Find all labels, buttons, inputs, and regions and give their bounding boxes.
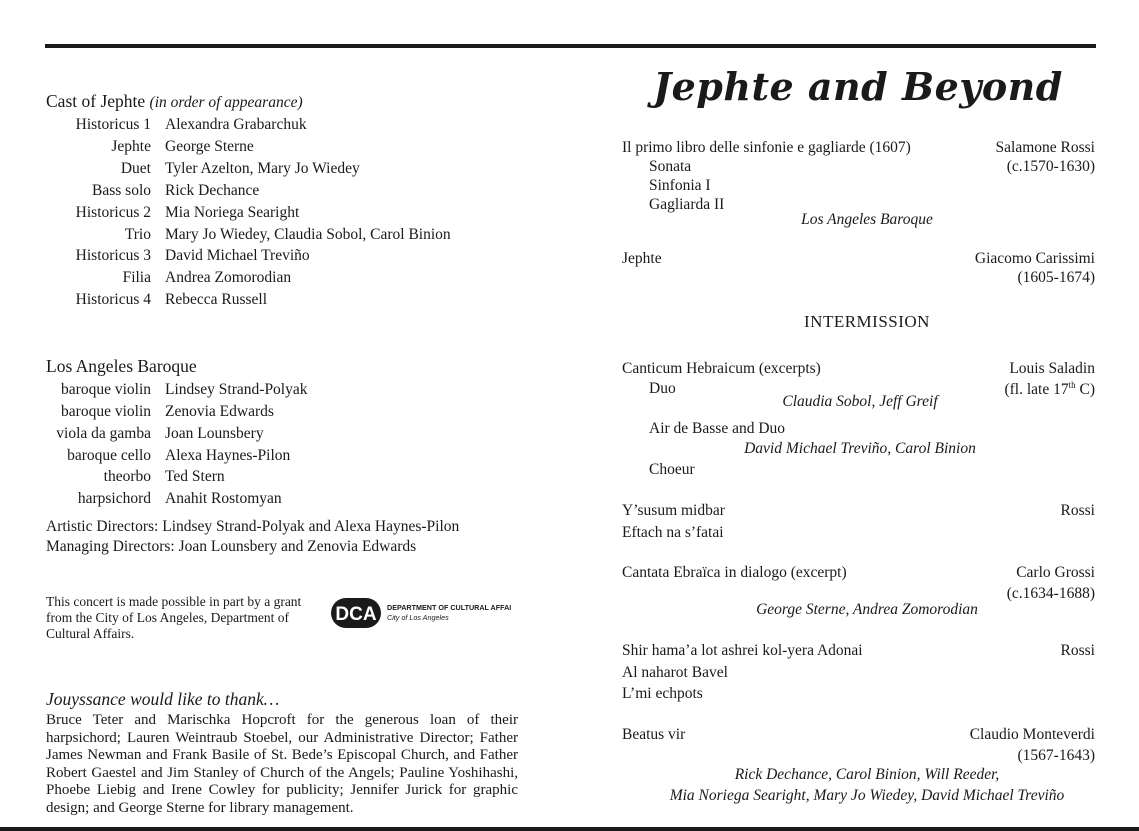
piece-7-dates: (1567-1643) (1017, 747, 1095, 764)
ensemble-role: harpsichord (77, 490, 151, 507)
cast-name: Rick Dechance (165, 182, 260, 199)
piece-5-title: Cantata Ebraïca in dialogo (excerpt) (622, 564, 847, 581)
piece-4-composer: Rossi (1060, 502, 1095, 519)
piece-1-movement: Gagliarda II (649, 196, 725, 213)
piece-7-title: Beatus vir (622, 726, 686, 743)
cast-role: Historicus 1 (75, 116, 151, 133)
cast-role: Historicus 4 (75, 291, 151, 308)
managing-directors: Managing Directors: Joan Lounsbery and Zenovia Edwards (46, 538, 417, 555)
cast-name: George Sterne (165, 138, 254, 155)
cast-name: Rebecca Russell (165, 291, 268, 308)
grant-note (46, 594, 331, 642)
ensemble-name: Anahit Rostomyan (165, 490, 282, 507)
dca-logo-line1: DEPARTMENT OF CULTURAL AFFAIRS (387, 603, 511, 612)
dca-logo-text: DCA (335, 604, 377, 625)
piece-3-movement: Duo (649, 380, 676, 397)
cast-role: Jephte (111, 138, 151, 155)
ensemble-role: baroque violin (61, 403, 151, 420)
piece-3-movement-performers: Claudia Sobol, Jeff Greif (782, 393, 938, 410)
cast-name: Andrea Zomorodian (165, 269, 292, 286)
piece-7-performers: Mia Noriega Searight, Mary Jo Wiedey, David Michael Treviño (669, 787, 1065, 804)
cast-role: Filia (122, 269, 151, 286)
cast-name: Mia Noriega Searight (165, 204, 300, 221)
ensemble-name: Zenovia Edwards (165, 403, 274, 420)
piece-5-performers: George Sterne, Andrea Zomorodian (756, 601, 978, 618)
bottom-rule (0, 827, 1139, 831)
piece-3-movement-performers: David Michael Treviño, Carol Binion (744, 440, 976, 457)
piece-6-title: Al naharot Bavel (622, 664, 728, 681)
thanks-body: Bruce Teter and Marischka Hopcroft for the generous loan of their harpsichord; Lauren Weintraub Stoebel, our Administrative Director; Father James Newman and Frank Basile of St. Bede’s Episcopal Church, and Father Robert Gaestel and Jim Stanley of Church of the Angels; Pauline Yoshihashi, Phoebe Liebig and Irene Cowley for publicity; Jennifer Jurick for graphic design; and George Sterne for library management. (46, 712, 518, 816)
piece-1-movement: Sonata (649, 158, 692, 175)
piece-5-dates: (c.1634-1688) (1006, 585, 1095, 602)
piece-7-composer: Claudio Monteverdi (969, 726, 1095, 743)
ensemble-name: Ted Stern (165, 468, 225, 485)
piece-3-movement: Air de Basse and Duo (649, 420, 786, 437)
piece-5-composer: Carlo Grossi (1016, 564, 1095, 581)
cast-name: David Michael Treviño (165, 247, 310, 264)
piece-3-dates-prefix: (fl. late 17 (1004, 381, 1069, 399)
ensemble-role: viola da gamba (56, 425, 151, 442)
grant-line: This concert is made possible in part by a grant (46, 594, 302, 609)
piece-1-composer: Salamone Rossi (995, 139, 1095, 156)
cast-role: Duet (120, 160, 151, 177)
top-rule (45, 44, 1096, 48)
cast-name: Alexandra Grabarchuk (165, 116, 307, 133)
piece-2-composer: Giacomo Carissimi (974, 250, 1095, 267)
piece-3-movement: Choeur (649, 461, 695, 478)
grant-line: Cultural Affairs. (46, 626, 135, 641)
dca-logo (331, 597, 511, 636)
piece-1-movement: Sinfonia I (649, 177, 711, 194)
cast-role: Bass solo (92, 182, 151, 199)
piece-4-title: Y’susum midbar (622, 502, 725, 519)
cast-heading-note: (in order of appearance) (149, 94, 303, 111)
intermission-label: INTERMISSION (804, 312, 930, 331)
piece-1-performers: Los Angeles Baroque (801, 211, 933, 228)
ensemble-role: theorbo (103, 468, 151, 485)
cast-role: Historicus 3 (75, 247, 151, 264)
grant-line: from the City of Los Angeles, Department of (46, 610, 289, 625)
dca-logo-mark (331, 597, 511, 631)
cast-role: Historicus 2 (75, 204, 151, 221)
cast-heading (46, 91, 303, 112)
cast-role: Trio (124, 226, 151, 243)
ensemble-heading: Los Angeles Baroque (46, 356, 197, 376)
piece-1-title: Il primo libro delle sinfonie e gagliarde (1607) (622, 139, 911, 156)
cast-name: Tyler Azelton, Mary Jo Wiedey (165, 160, 360, 177)
piece-6-composer: Rossi (1060, 642, 1095, 659)
piece-3-dates-suffix: C) (1075, 381, 1095, 399)
piece-3-dates-sup: th (1068, 380, 1076, 390)
ensemble-name: Lindsey Strand-Polyak (165, 381, 308, 398)
piece-3-title: Canticum Hebraicum (excerpts) (622, 360, 821, 377)
cast-name: Mary Jo Wiedey, Claudia Sobol, Carol Binion (165, 226, 451, 243)
piece-6-title: L’mi echpots (622, 685, 703, 702)
ensemble-role: baroque violin (61, 381, 151, 398)
artistic-directors: Artistic Directors: Lindsey Strand-Polyak and Alexa Haynes-Pilon (46, 518, 460, 535)
piece-1-dates: (c.1570-1630) (1006, 158, 1095, 175)
ensemble-role: baroque cello (67, 447, 151, 464)
piece-2-title: Jephte (622, 250, 662, 267)
piece-3-composer: Louis Saladin (1009, 360, 1095, 377)
piece-4-title: Eftach na s’fatai (622, 524, 724, 541)
piece-6-title: Shir hama’a lot ashrei kol-yera Adonai (622, 642, 863, 659)
ensemble-name: Joan Lounsbery (165, 425, 264, 442)
dca-logo-line2: City of Los Angeles (387, 613, 449, 622)
ensemble-name: Alexa Haynes-Pilon (165, 447, 291, 464)
thanks-heading: Jouyssance would like to thank… (46, 689, 280, 709)
cast-heading-title: Cast of Jephte (46, 91, 146, 111)
program-title: Jephte and Beyond (653, 64, 1063, 109)
piece-2-dates: (1605-1674) (1017, 269, 1095, 286)
piece-7-performers: Rick Dechance, Carol Binion, Will Reeder, (734, 766, 1000, 783)
